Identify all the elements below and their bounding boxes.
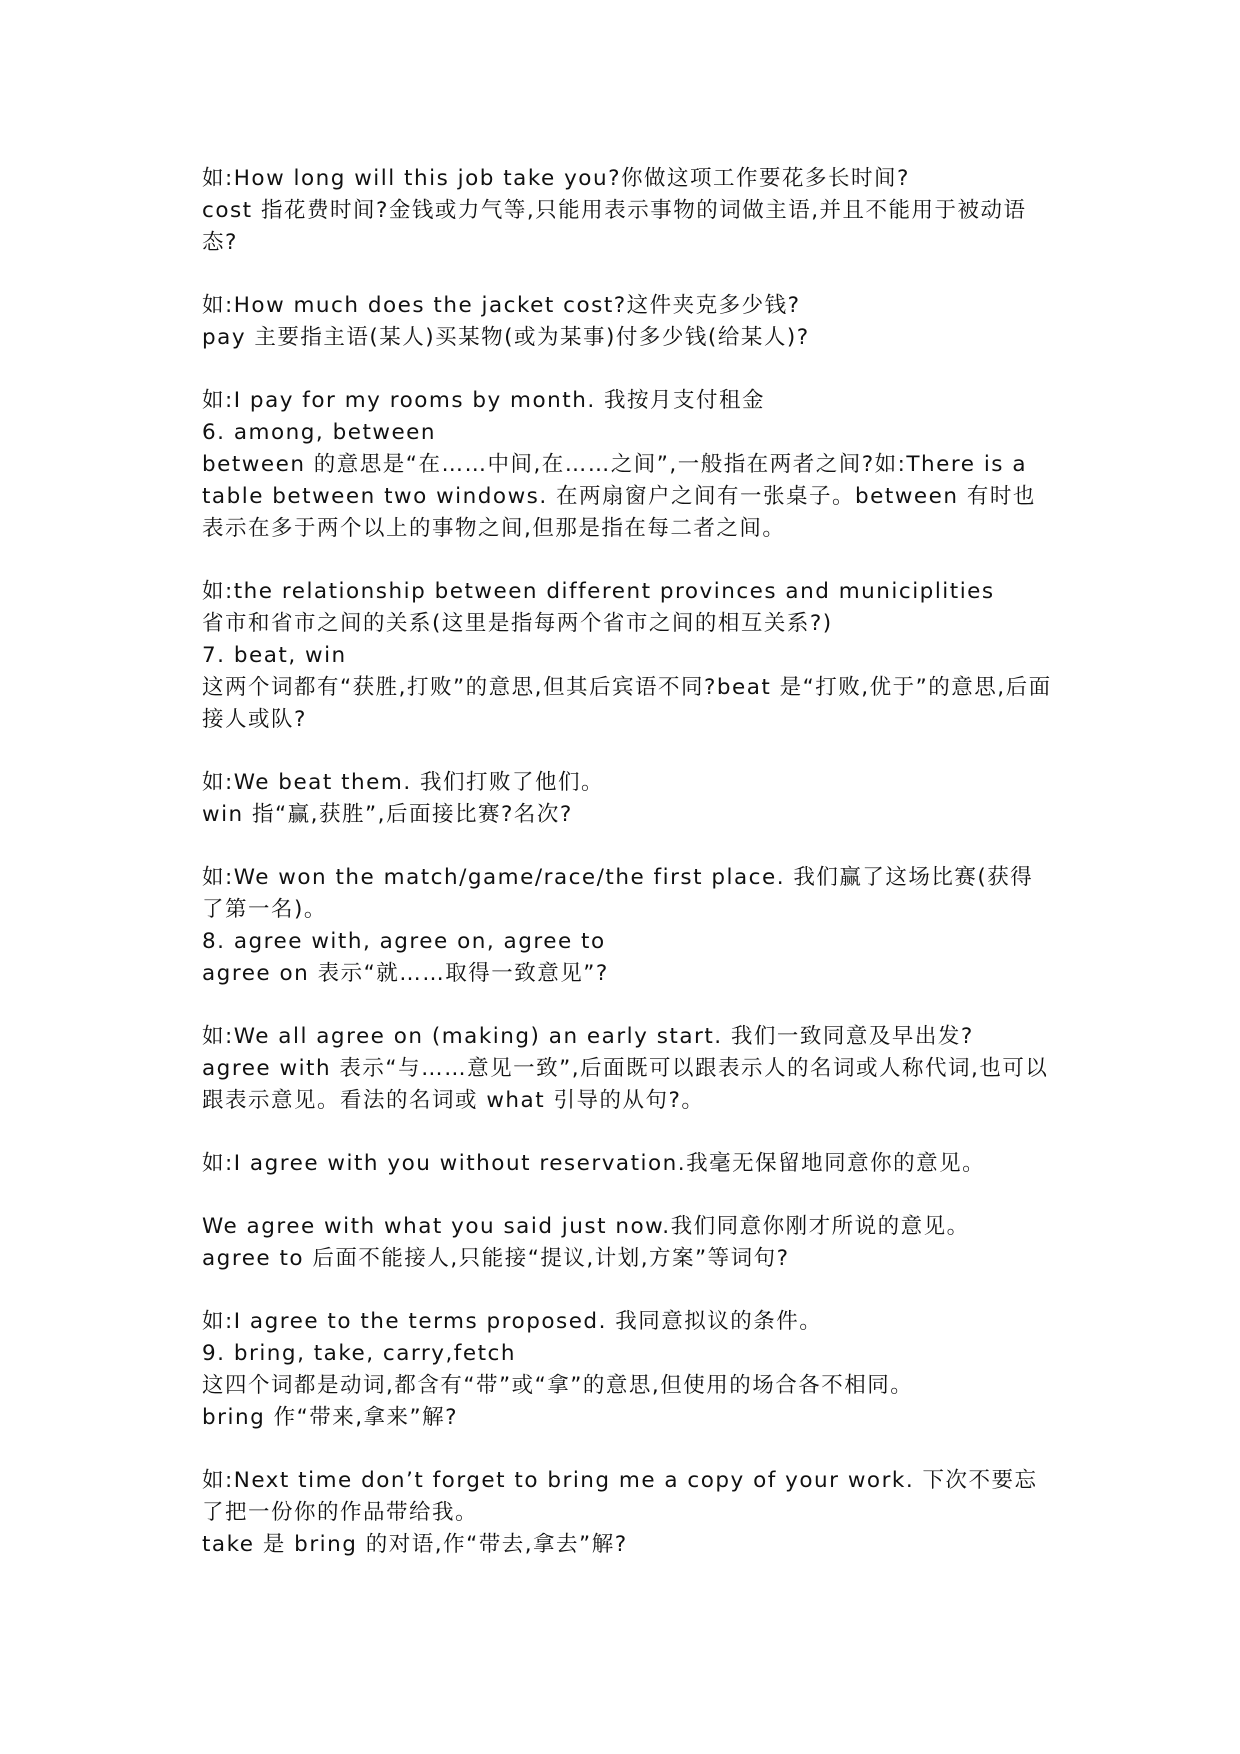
paragraph-spacer [202,1180,1052,1211]
paragraph-spacer [202,354,1052,385]
paragraph-21: agree to 后面不能接人,只能接“提议,计划,方案”等词句? [202,1246,790,1271]
paragraph-8: 如:the relationship between different provinces and municiplities [202,579,995,604]
paragraph-17: 如:We all agree on (making) an early start. 我们一致同意及早出发? [202,1024,974,1049]
paragraph-25: bring 作“带来,拿来”解? [202,1405,459,1430]
paragraph-24: 这四个词都是动词,都含有“带”或“拿”的意思,但使用的场合各不相同。 [202,1373,914,1398]
paragraph-11: 这两个词都有“获胜,打败”的意思,但其后宾语不同?beat 是“打败,优于”的意思,后面接人或队? [202,675,1052,732]
paragraph-12: 如:We beat them. 我们打败了他们。 [202,770,605,795]
paragraph-spacer [202,1434,1052,1465]
paragraph-7: between 的意思是“在……中间,在……之间”,一般指在两者之间?如:There is a table between two windows. 在两扇窗户之间有一张桌子。between 有时也表示在多于两个以上的事物之间,但那是指在每二者之间。 [202,452,1036,541]
paragraph-6: 6. among, between [202,420,437,445]
paragraph-18: agree with 表示“与……意见一致”,后面既可以跟表示人的名词或人称代词,也可以跟表示意见。看法的名词或 what 引导的从句?。 [202,1056,1049,1113]
paragraph-spacer [202,1117,1052,1148]
paragraph-spacer [202,990,1052,1021]
paragraph-1: 如:How long will this job take you?你做这项工作要花多长时间? [202,166,910,191]
paragraph-16: agree on 表示“就……取得一致意见”? [202,961,609,986]
paragraph-spacer [202,736,1052,767]
paragraph-10: 7. beat, win [202,643,347,668]
paragraph-9: 省市和省市之间的关系(这里是指每两个省市之间的相互关系?) [202,611,833,636]
paragraph-20: We agree with what you said just now.我们同意你刚才所说的意见。 [202,1214,970,1239]
paragraph-spacer [202,831,1052,862]
paragraph-13: win 指“赢,获胜”,后面接比赛?名次? [202,802,573,827]
paragraph-3: 如:How much does the jacket cost?这件夹克多少钱? [202,293,801,318]
paragraph-2: cost 指花费时间?金钱或力气等,只能用表示事物的词做主语,并且不能用于被动语态? [202,198,1027,255]
paragraph-23: 9. bring, take, carry,fetch [202,1341,516,1366]
paragraph-26: 如:Next time don’t forget to bring me a copy of your work. 下次不要忘了把一份你的作品带给我。 [202,1468,1038,1525]
paragraph-27: take 是 bring 的对语,作“带去,拿去”解? [202,1532,628,1557]
paragraph-5: 如:I pay for my rooms by month. 我按月支付租金 [202,388,766,413]
document-body [202,163,1052,1561]
paragraph-spacer [202,259,1052,290]
paragraph-spacer [202,1275,1052,1306]
paragraph-4: pay 主要指主语(某人)买某物(或为某事)付多少钱(给某人)? [202,325,810,350]
paragraph-19: 如:I agree with you without reservation.我毫无保留地同意你的意见。 [202,1151,986,1176]
paragraph-14: 如:We won the match/game/race/the first place. 我们赢了这场比赛(获得了第一名)。 [202,865,1034,922]
paragraph-spacer [202,545,1052,576]
paragraph-15: 8. agree with, agree on, agree to [202,929,606,954]
paragraph-22: 如:I agree to the terms proposed. 我同意拟议的条件。 [202,1309,823,1334]
